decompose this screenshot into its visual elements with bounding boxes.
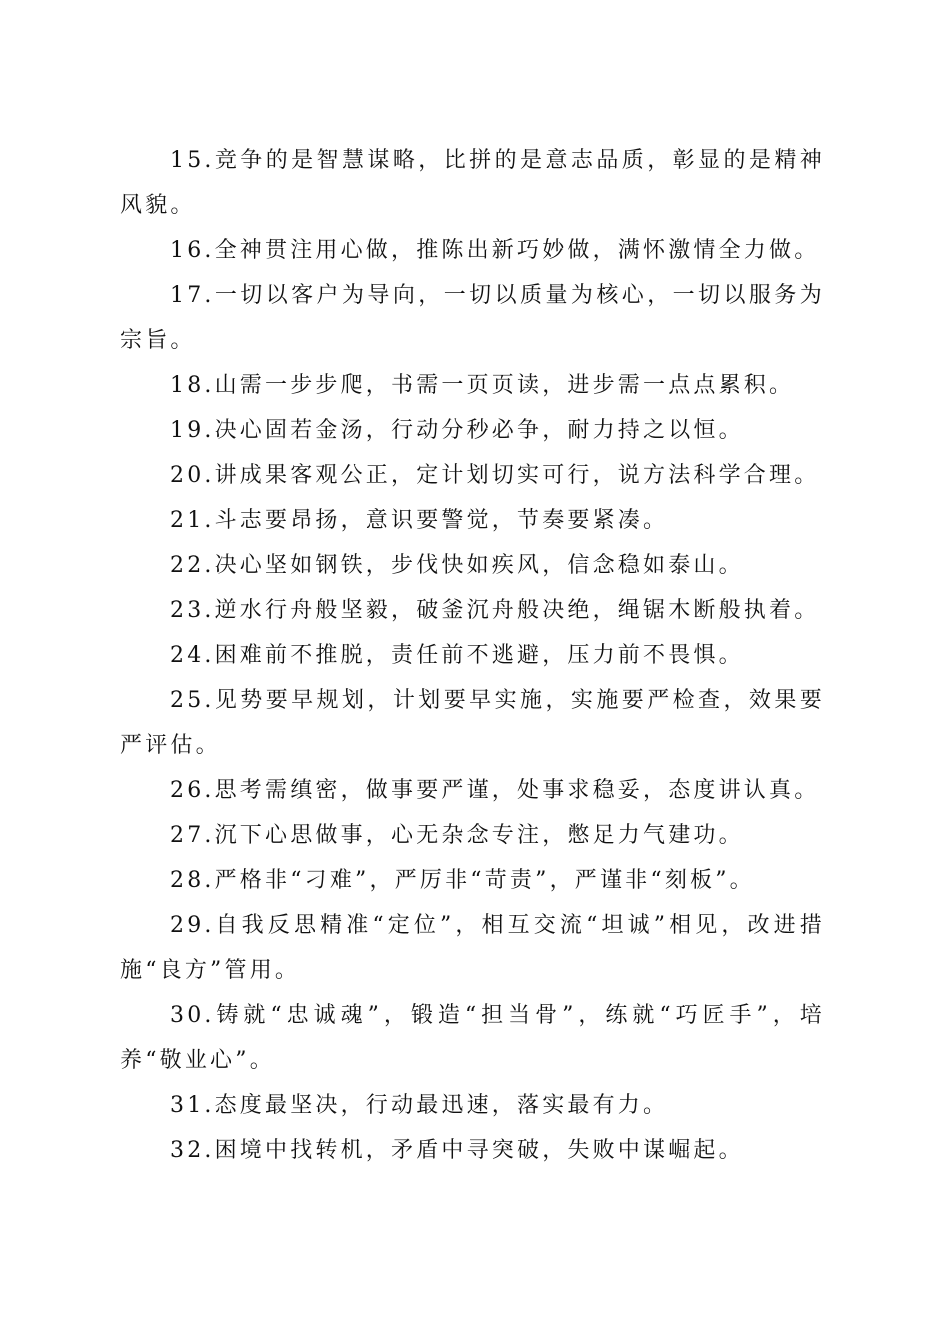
item-text: 竞争的是智慧谋略，比拼的是意志品质，彰显的是精神风貌。 [120, 148, 825, 218]
item-text: 严格非“刁难”，严厉非“苛责”，严谨非“刻板”。 [214, 868, 755, 893]
list-item [120, 408, 825, 453]
list-item [120, 363, 825, 408]
list-item [120, 138, 825, 228]
item-text: 思考需缜密，做事要严谨，处事求稳妥，态度讲认真。 [214, 778, 820, 803]
list-item [120, 858, 825, 903]
item-text: 困境中找转机，矛盾中寻突破，失败中谋崛起。 [214, 1138, 744, 1163]
list-item [120, 588, 825, 633]
item-number: 23. [170, 598, 215, 623]
list-item [120, 993, 825, 1083]
item-text: 沉下心思做事，心无杂念专注，憋足力气建功。 [214, 823, 744, 848]
list-item [120, 273, 825, 363]
item-text: 山需一步步爬，书需一页页读，进步需一点点累积。 [214, 373, 795, 398]
item-number: 16. [170, 238, 215, 263]
item-number: 21. [170, 508, 215, 533]
list-item [120, 903, 825, 993]
item-number: 17. [170, 283, 215, 308]
item-number: 15. [170, 148, 215, 173]
item-text: 铸就“忠诚魂”，锻造“担当骨”，练就“巧匠手”，培养“敬业心”。 [120, 1003, 825, 1073]
item-number: 18. [170, 373, 215, 398]
item-number: 27. [170, 823, 215, 848]
item-text: 决心固若金汤，行动分秒必争，耐力持之以恒。 [214, 418, 744, 443]
item-text: 讲成果客观公正，定计划切实可行，说方法科学合理。 [214, 463, 820, 488]
list-item [120, 498, 825, 543]
item-number: 28. [170, 868, 215, 893]
item-text: 逆水行舟般坚毅，破釜沉舟般决绝，绳锯木断般执着。 [214, 598, 820, 623]
item-number: 26. [170, 778, 215, 803]
list-item [120, 543, 825, 588]
item-text: 见势要早规划，计划要早实施，实施要严检查，效果要严评估。 [120, 688, 825, 758]
item-number: 19. [170, 418, 215, 443]
item-number: 29. [170, 913, 215, 938]
list-item [120, 768, 825, 813]
item-text: 自我反思精准“定位”，相互交流“坦诚”相见，改进措施“良方”管用。 [120, 913, 825, 983]
item-number: 25. [170, 688, 215, 713]
item-text: 态度最坚决，行动最迅速，落实最有力。 [214, 1093, 669, 1118]
item-number: 24. [170, 643, 215, 668]
list-item [120, 813, 825, 858]
list-item [120, 228, 825, 273]
list-item [120, 1128, 825, 1173]
list-item [120, 453, 825, 498]
item-number: 32. [170, 1138, 215, 1163]
list-item [120, 1083, 825, 1128]
document-body [120, 138, 825, 1173]
item-number: 20. [170, 463, 215, 488]
list-item [120, 678, 825, 768]
list-item [120, 633, 825, 678]
item-text: 决心坚如钢铁，步伐快如疾风，信念稳如泰山。 [214, 553, 744, 578]
item-text: 斗志要昂扬，意识要警觉，节奏要紧凑。 [214, 508, 669, 533]
item-text: 困难前不推脱，责任前不逃避，压力前不畏惧。 [214, 643, 744, 668]
item-number: 30. [170, 1003, 215, 1028]
item-number: 22. [170, 553, 215, 578]
item-text: 全神贯注用心做，推陈出新巧妙做，满怀激情全力做。 [214, 238, 820, 263]
item-number: 31. [170, 1093, 215, 1118]
item-text: 一切以客户为导向，一切以质量为核心，一切以服务为宗旨。 [120, 283, 825, 353]
